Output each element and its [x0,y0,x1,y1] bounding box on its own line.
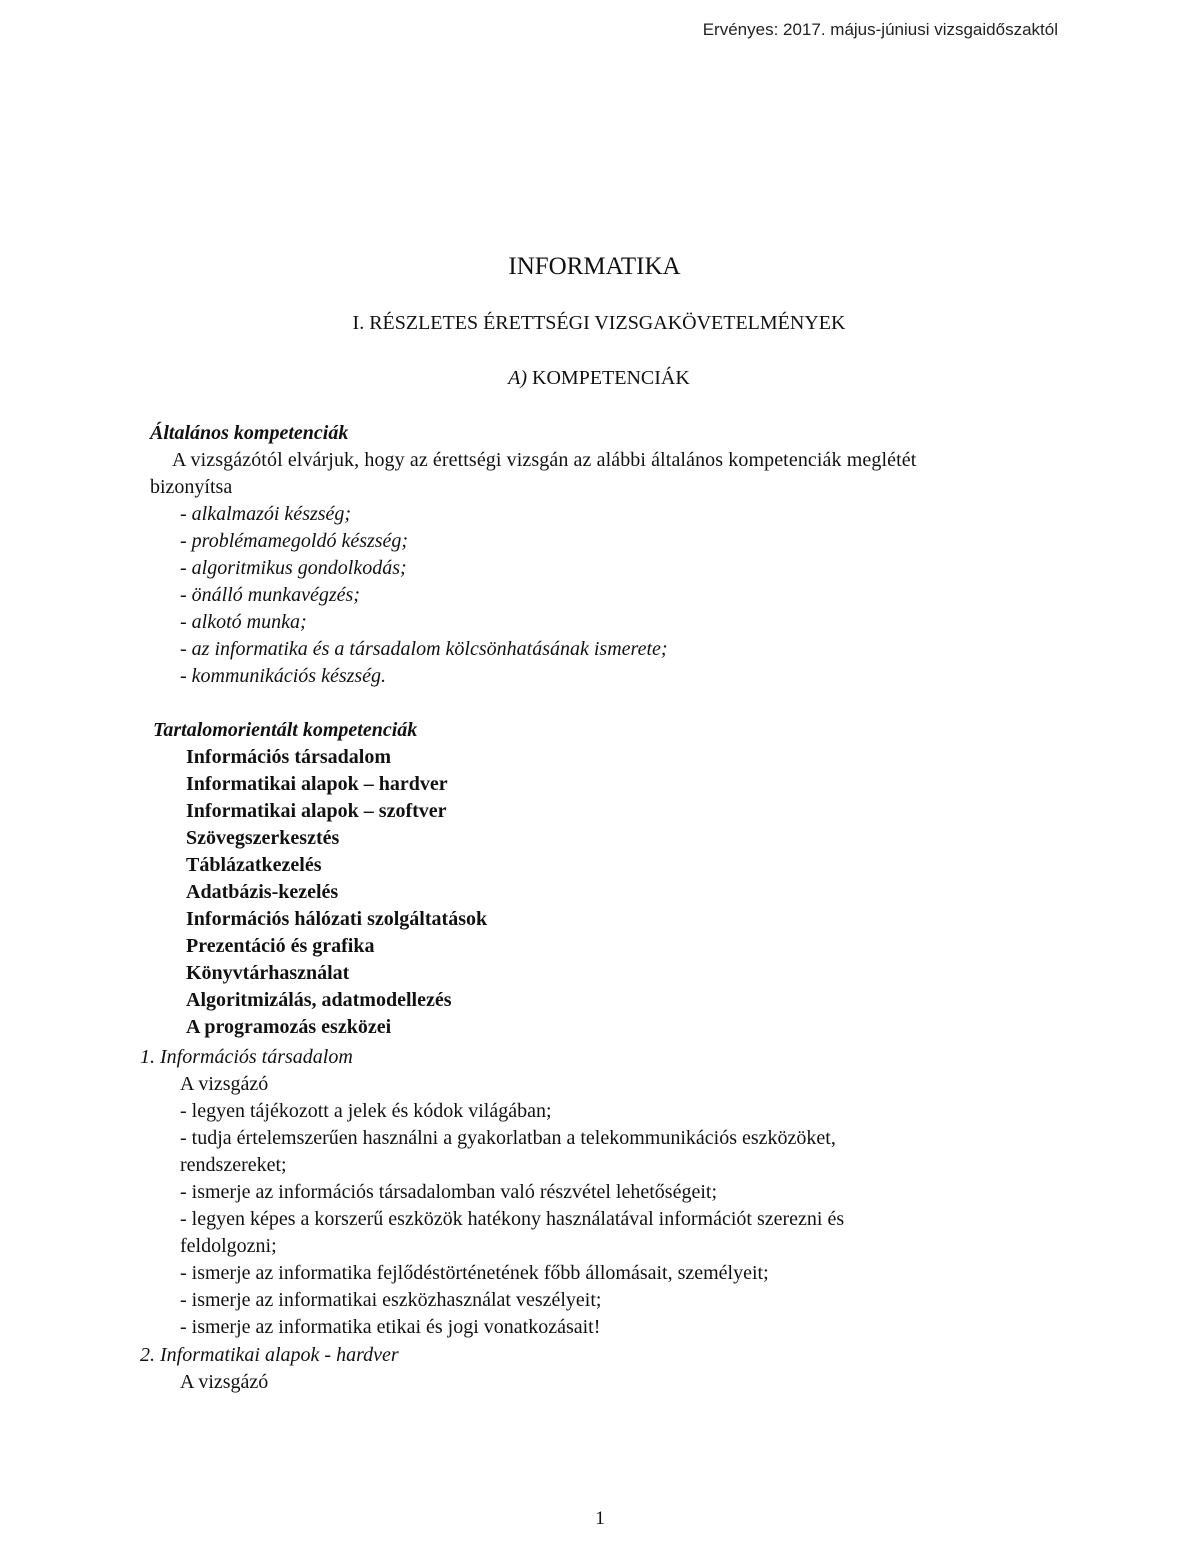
topic-1-line: - ismerje az informatika etikai és jogi vonatkozásait! [180,1316,601,1338]
general-item: - algoritmikus gondolkodás; [180,557,407,579]
content-competencies [0,717,1200,1041]
content-item: Könyvtárhasználat [186,962,350,984]
topic-1-line: rendszereket; [180,1154,287,1176]
topic-1-lead: A vizsgázó [180,1073,269,1095]
general-heading: Általános kompetenciák [150,422,349,444]
topic-1-line: - tudja értelemszerűen használni a gyakorlatban a telekommunikációs eszközöket, [180,1127,836,1149]
topic-1-line: - ismerje az információs társadalomban való részvétel lehetőségeit; [180,1181,718,1203]
topic-1-line: - legyen képes a korszerű eszközök hatékony használatával információt szerezni és [180,1208,845,1230]
content-item: Prezentáció és grafika [186,935,375,957]
content-item: A programozás eszközei [186,1016,392,1038]
general-intro-line2: bizonyítsa [150,476,233,498]
content-item: Információs társadalom [186,746,391,768]
content-item: Informatikai alapok – hardver [186,773,448,795]
general-item: - önálló munkavégzés; [180,584,360,606]
general-item: - alkalmazói készség; [180,503,352,525]
general-item: - problémamegoldó készség; [180,530,409,552]
content-item: Adatbázis-kezelés [186,881,339,903]
topic-1-line: - ismerje az informatikai eszközhasználat veszélyeit; [180,1289,602,1311]
content-item: Informatikai alapok – szoftver [186,800,447,822]
content-item: Szövegszerkesztés [186,827,340,849]
topic-1-line: - ismerje az informatika fejlődéstörténetének főbb állomásait, személyeit; [180,1262,769,1284]
general-item: - alkotó munka; [180,611,307,633]
general-intro-line1: A vizsgázótól elvárjuk, hogy az érettségi vizsgán az alábbi általános kompetenciák meglétét [172,449,917,471]
topic-2 [0,1342,1200,1396]
document-title: INFORMATIKA [508,253,681,280]
general-competencies [0,420,1200,690]
content-item: Táblázatkezelés [186,854,322,876]
section-letter: A) [508,367,528,389]
topic-2-heading: 2. Informatikai alapok - hardver [140,1344,399,1366]
content-item: Algoritmizálás, adatmodellezés [186,989,452,1011]
validity-note: Ervényes: 2017. május-júniusi vizsgaidőszaktól [702,20,1058,39]
page-number: 1 [595,1508,605,1529]
topic-2-lead: A vizsgázó [180,1371,269,1393]
topic-1-line: - legyen tájékozott a jelek és kódok világában; [180,1100,552,1122]
document-subtitle: I. RÉSZLETES ÉRETTSÉGI VIZSGAKÖVETELMÉNYEK [352,312,846,334]
content-heading: Tartalomorientált kompetenciák [153,719,418,741]
section-title: KOMPETENCIÁK [532,367,690,389]
topic-1-heading: 1. Információs társadalom [140,1046,353,1068]
topic-1 [0,1044,1200,1341]
general-item: - kommunikációs készség. [180,665,387,687]
content-item: Információs hálózati szolgáltatások [186,908,488,930]
general-item: - az informatika és a társadalom kölcsönhatásának ismerete; [180,638,668,660]
section-heading [0,367,1198,390]
topic-1-line: feldolgozni; [180,1235,277,1257]
